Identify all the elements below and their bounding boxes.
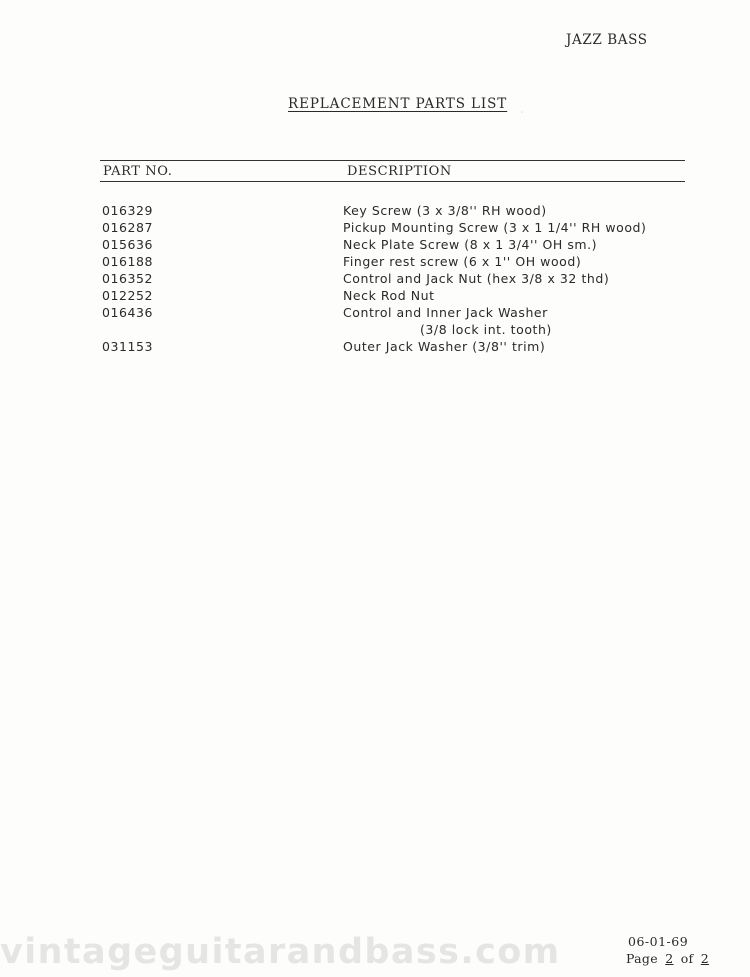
part-row xyxy=(0,271,750,288)
part-row xyxy=(0,288,750,305)
page-total: 2 xyxy=(700,951,710,966)
part-number: 016329 xyxy=(102,203,154,218)
part-row xyxy=(0,237,750,254)
part-description: Key Screw (3 x 3/8'' RH wood) xyxy=(343,203,547,218)
part-description: Control and Jack Nut (hex 3/8 x 32 thd) xyxy=(343,271,610,286)
part-description: Neck Rod Nut xyxy=(343,288,435,303)
part-row xyxy=(0,203,750,220)
part-number: 016352 xyxy=(102,271,154,286)
page-of-label: of xyxy=(680,951,694,966)
column-header-row xyxy=(100,160,685,182)
part-description: Finger rest screw (6 x 1'' OH wood) xyxy=(343,254,582,269)
part-number: 016287 xyxy=(102,220,154,235)
page-header-model: JAZZ BASS xyxy=(566,32,648,48)
part-description-continued: (3/8 lock int. tooth) xyxy=(420,322,552,337)
part-description: Outer Jack Washer (3/8'' trim) xyxy=(343,339,546,354)
page-indicator xyxy=(626,951,712,966)
part-row xyxy=(0,254,750,271)
part-number: 015636 xyxy=(102,237,154,252)
part-number: 012252 xyxy=(102,288,154,303)
column-header-part-no: PART NO. xyxy=(103,164,173,179)
part-row xyxy=(0,305,750,339)
part-number: 016188 xyxy=(102,254,154,269)
revision-date: 06-01-69 xyxy=(628,934,689,949)
part-number: 031153 xyxy=(102,339,154,354)
column-header-description: DESCRIPTION xyxy=(347,164,452,179)
part-number: 016436 xyxy=(102,305,154,320)
paper-speck: ˙ xyxy=(520,111,524,120)
page-label: Page xyxy=(626,951,658,966)
parts-list xyxy=(0,203,750,356)
part-description: Pickup Mounting Screw (3 x 1 1/4'' RH wood) xyxy=(343,220,647,235)
part-row xyxy=(0,339,750,356)
part-row xyxy=(0,220,750,237)
document-title: REPLACEMENT PARTS LIST xyxy=(288,96,508,112)
page-current: 2 xyxy=(665,951,674,966)
watermark: vintageguitarandbass.com xyxy=(0,932,561,972)
part-description: Neck Plate Screw (8 x 1 3/4'' OH sm.) xyxy=(343,237,598,252)
part-description: Control and Inner Jack Washer xyxy=(343,305,548,320)
